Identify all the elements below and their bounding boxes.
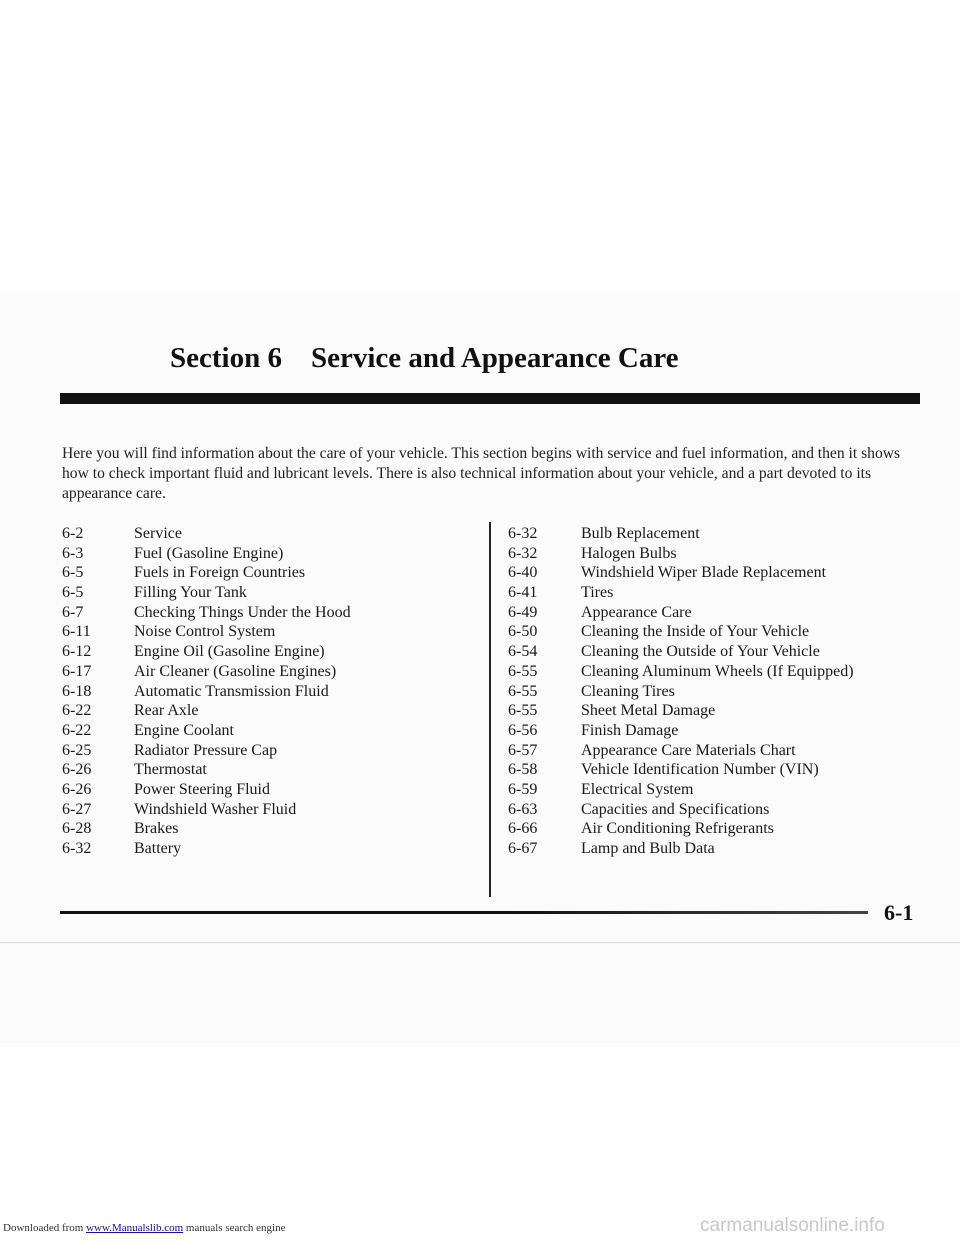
toc-entry <box>508 682 928 702</box>
toc-topic: Radiator Pressure Cap <box>134 741 278 759</box>
toc-page-number: 6-55 <box>508 702 538 720</box>
toc-entry <box>62 741 442 761</box>
toc-topic: Windshield Wiper Blade Replacement <box>581 564 827 582</box>
toc-page-number: 6-55 <box>508 662 538 680</box>
toc-topic: Power Steering Fluid <box>134 780 270 798</box>
toc-page-number: 6-17 <box>62 662 92 680</box>
toc-page-number: 6-63 <box>508 800 538 818</box>
page-number: 6-1 <box>884 900 914 925</box>
toc-entry <box>62 544 442 564</box>
toc-entry <box>508 603 928 623</box>
toc-entry <box>508 780 928 800</box>
manualslib-link[interactable]: www.Manualslib.com <box>86 1222 184 1234</box>
toc-topic: Service <box>134 525 182 542</box>
toc-topic: Lamp and Bulb Data <box>581 840 715 857</box>
toc-page-number: 6-32 <box>508 544 538 562</box>
toc-entry <box>508 760 928 780</box>
toc-page-number: 6-59 <box>508 780 538 798</box>
toc-entry <box>62 839 442 859</box>
toc-page-number: 6-3 <box>62 544 84 562</box>
toc-entry <box>62 682 442 702</box>
toc-page-number: 6-26 <box>62 761 92 779</box>
toc-page-number: 6-22 <box>62 702 92 720</box>
toc-page-number: 6-49 <box>508 603 538 621</box>
toc-entry <box>62 642 442 662</box>
toc-topic: Finish Damage <box>581 721 679 739</box>
toc-entry <box>62 819 442 839</box>
page-margin-bottom <box>0 1047 960 1242</box>
toc-page-number: 6-27 <box>62 800 92 818</box>
toc-entry <box>508 721 928 741</box>
toc-entry <box>62 701 442 721</box>
toc-page-number: 6-22 <box>62 721 92 739</box>
toc-topic: Cleaning Tires <box>581 682 675 700</box>
toc-entry <box>62 622 442 642</box>
toc-topic: Fuel (Gasoline Engine) <box>134 544 284 562</box>
toc-page-number: 6-28 <box>62 820 92 838</box>
toc-page-number: 6-11 <box>62 623 91 641</box>
footer-rule <box>60 911 868 914</box>
toc-page-number: 6-55 <box>508 682 538 700</box>
toc-topic: Battery <box>134 840 182 857</box>
toc-topic: Cleaning the Outside of Your Vehicle <box>581 643 820 661</box>
toc-page-number: 6-25 <box>62 741 92 759</box>
toc-entry <box>508 701 928 721</box>
page-margin-top <box>0 0 960 292</box>
toc-topic: Sheet Metal Damage <box>581 702 716 720</box>
toc-page-number: 6-56 <box>508 721 538 739</box>
toc-entry <box>62 563 442 583</box>
toc-page-number: 6-57 <box>508 741 538 759</box>
toc-entry <box>62 721 442 741</box>
intro-paragraph: Here you will find information about the care of your vehicle. This section begins with service and fuel information, and then it shows how to check important fluid and lubricant levels. There is also technical information about your vehicle, and a part devoted to its appearance care. <box>62 445 901 502</box>
toc-entry <box>508 622 928 642</box>
toc-topic: Vehicle Identification Number (VIN) <box>581 761 819 779</box>
toc-topic: Appearance Care <box>581 603 692 621</box>
toc-topic: Fuels in Foreign Countries <box>134 564 306 582</box>
toc-topic: Halogen Bulbs <box>581 544 677 562</box>
toc-page-number: 6-40 <box>508 564 538 582</box>
toc-entry <box>508 524 928 544</box>
toc-page-number: 6-54 <box>508 643 538 661</box>
download-footer-prefix: Downloaded from <box>3 1222 87 1234</box>
toc-entry <box>508 819 928 839</box>
toc-topic: Appearance Care Materials Chart <box>581 741 796 759</box>
toc-entry <box>508 563 928 583</box>
toc-entry <box>62 603 442 623</box>
download-footer-suffix: manuals search engine <box>183 1222 286 1234</box>
toc-page-number: 6-58 <box>508 761 538 779</box>
toc-entry <box>508 800 928 820</box>
toc-topic: Noise Control System <box>134 623 276 641</box>
toc-entry <box>508 662 928 682</box>
toc-page-number: 6-12 <box>62 643 92 661</box>
watermark: carmanualsonline.info <box>700 1215 885 1236</box>
toc-topic: Cleaning Aluminum Wheels (If Equipped) <box>581 662 854 680</box>
download-footer <box>3 1221 285 1235</box>
toc-topic: Cleaning the Inside of Your Vehicle <box>581 623 810 641</box>
toc-topic: Windshield Washer Fluid <box>134 800 297 818</box>
toc-topic: Bulb Replacement <box>581 525 700 542</box>
toc-entry <box>508 839 928 859</box>
toc-entry <box>62 760 442 780</box>
section-name: Service and Appearance Care <box>311 342 679 374</box>
toc-topic: Rear Axle <box>134 702 199 720</box>
toc-topic: Air Cleaner (Gasoline Engines) <box>134 662 337 680</box>
toc-topic: Capacities and Specifications <box>581 800 770 818</box>
toc-topic: Checking Things Under the Hood <box>134 603 351 621</box>
toc-topic: Engine Oil (Gasoline Engine) <box>134 643 325 661</box>
toc-topic: Brakes <box>134 820 179 838</box>
toc-right-column <box>508 524 928 859</box>
toc-page-number: 6-5 <box>62 564 84 582</box>
scan-edge-line <box>0 942 960 943</box>
toc-entry <box>508 741 928 761</box>
toc-page-number: 6-32 <box>508 525 538 542</box>
toc-page-number: 6-67 <box>508 840 538 857</box>
toc-entry <box>62 524 442 544</box>
toc-topic: Automatic Transmission Fluid <box>134 682 329 700</box>
toc-entry <box>62 583 442 603</box>
section-number: Section 6 <box>170 342 282 374</box>
toc-entry <box>508 544 928 564</box>
toc-page-number: 6-7 <box>62 603 84 621</box>
section-title <box>170 338 679 378</box>
toc-page-number: 6-26 <box>62 780 92 798</box>
toc-topic: Electrical System <box>581 780 694 798</box>
toc-page-number: 6-50 <box>508 623 538 641</box>
toc-topic: Tires <box>581 584 614 602</box>
title-rule <box>60 393 920 404</box>
column-divider <box>489 522 491 897</box>
toc-topic: Engine Coolant <box>134 721 234 739</box>
toc-page-number: 6-32 <box>62 840 92 857</box>
toc-topic: Air Conditioning Refrigerants <box>581 820 774 838</box>
toc-topic: Filling Your Tank <box>134 584 247 602</box>
toc-page-number: 6-41 <box>508 584 538 602</box>
toc-left-column <box>62 524 442 859</box>
toc-page-number: 6-66 <box>508 820 538 838</box>
toc-entry <box>62 662 442 682</box>
toc-page-number: 6-5 <box>62 584 84 602</box>
toc-page-number: 6-2 <box>62 525 84 542</box>
toc-entry <box>62 780 442 800</box>
toc-topic: Thermostat <box>134 761 207 779</box>
toc-entry <box>62 800 442 820</box>
toc-entry <box>508 642 928 662</box>
toc-page-number: 6-18 <box>62 682 92 700</box>
toc-entry <box>508 583 928 603</box>
